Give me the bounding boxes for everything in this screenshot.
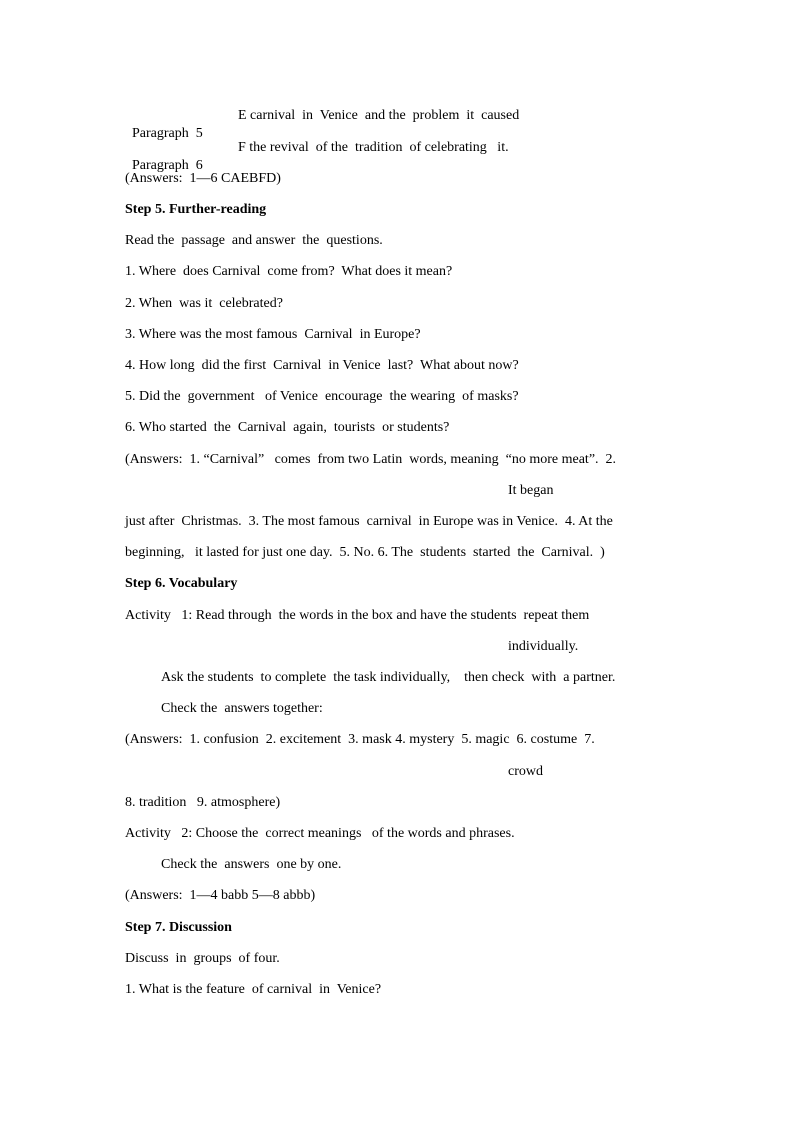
activity1-line2: individually.: [508, 639, 579, 654]
answers-step4: (Answers: 1—6 CAEBFD): [125, 171, 281, 186]
activity2-line1: Activity 2: Choose the correct meanings of the words and phrases.: [125, 826, 515, 841]
step5-answers-line3: just after Christmas. 3. The most famous carnival in Europe was in Venice. 4. At the: [125, 514, 613, 529]
step5-question-5: 5. Did the government of Venice encourage the wearing of masks?: [125, 389, 519, 404]
answers1-line2: crowd: [508, 764, 543, 779]
step5-question-2: 2. When was it celebrated?: [125, 296, 283, 311]
activity1-line4: Check the answers together:: [161, 701, 323, 716]
step5-intro: Read the passage and answer the questions.: [125, 233, 383, 248]
step6-heading: Step 6. Vocabulary: [125, 576, 238, 591]
step7-question-1: 1. What is the feature of carnival in Venice?: [125, 982, 382, 997]
activity1-line3: Ask the students to complete the task individually, then check with a partner.: [161, 670, 616, 685]
paragraph-text: F the revival of the tradition of celebrating it.: [238, 140, 509, 155]
answers2: (Answers: 1—4 babb 5—8 abbb): [125, 888, 316, 903]
step5-heading: Step 5. Further-reading: [125, 202, 267, 217]
answers1-line1: (Answers: 1. confusion 2. excitement 3. mask 4. mystery 5. magic 6. costume 7.: [125, 732, 595, 747]
paragraph-label: Paragraph 6: [132, 158, 203, 173]
step5-answers-line1: (Answers: 1. “Carnival” comes from two Latin words, meaning “no more meat”. 2.: [125, 452, 617, 467]
step5-question-6: 6. Who started the Carnival again, tourists or students?: [125, 420, 450, 435]
activity1-line1: Activity 1: Read through the words in the box and have the students repeat them: [125, 608, 590, 623]
step7-heading: Step 7. Discussion: [125, 920, 232, 935]
answers1-line3: 8. tradition 9. atmosphere): [125, 795, 281, 810]
paragraph-text: E carnival in Venice and the problem it caused: [238, 108, 520, 123]
step5-question-3: 3. Where was the most famous Carnival in Europe?: [125, 327, 421, 342]
paragraph-row-5: [125, 107, 203, 143]
step5-answers-line4: beginning, it lasted for just one day. 5. No. 6. The students started the Carnival. ): [125, 545, 605, 560]
step7-intro: Discuss in groups of four.: [125, 951, 280, 966]
paragraph-label: Paragraph 5: [132, 126, 203, 141]
step5-answers-line2: It began: [508, 483, 554, 498]
activity2-line2: Check the answers one by one.: [161, 857, 342, 872]
step5-question-1: 1. Where does Carnival come from? What does it mean?: [125, 264, 453, 279]
step5-question-4: 4. How long did the first Carnival in Venice last? What about now?: [125, 358, 519, 373]
